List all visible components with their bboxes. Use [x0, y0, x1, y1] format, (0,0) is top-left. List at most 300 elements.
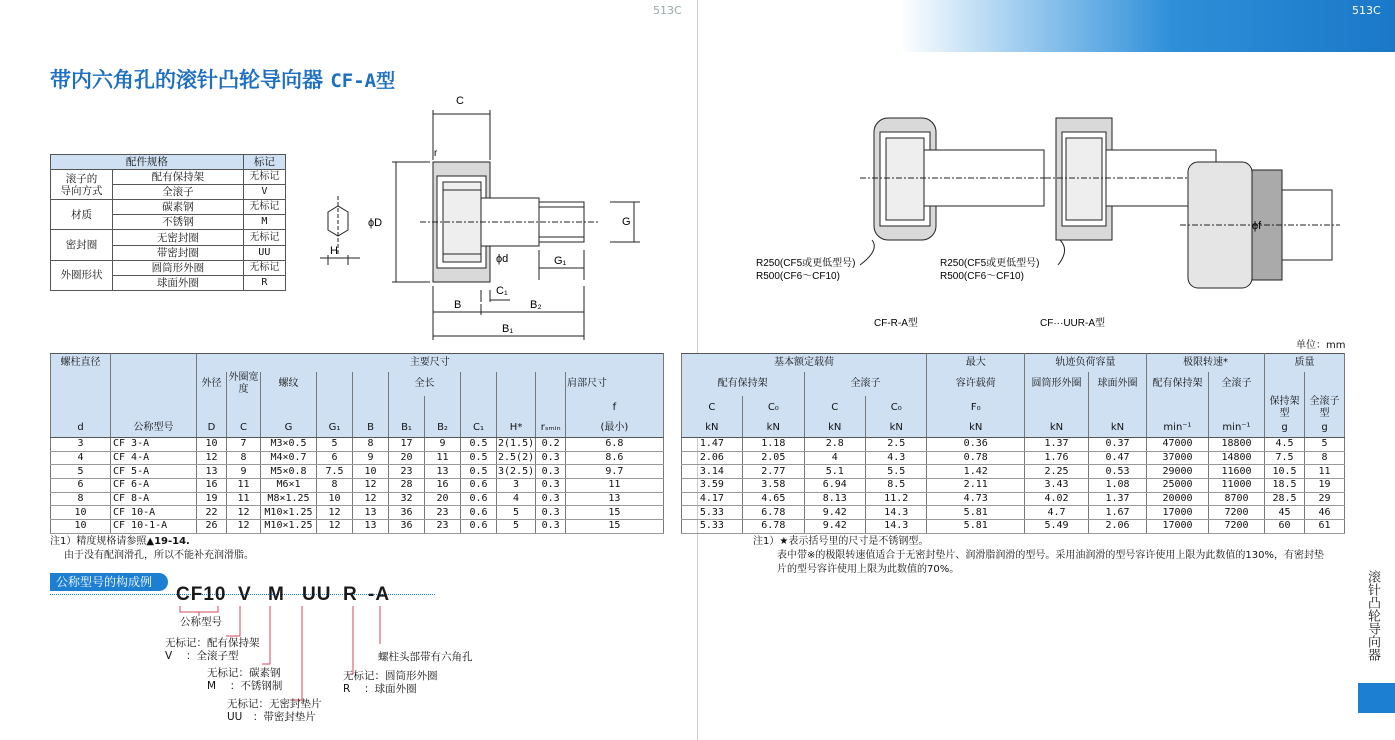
th-main-dims: 主要尺寸	[197, 354, 664, 372]
table-cell: M5×0.8	[261, 465, 317, 479]
spec-header-spec: 配件规格	[51, 155, 244, 170]
th-sym-d: d	[51, 420, 111, 438]
table-cell: 25000	[1147, 479, 1209, 493]
spec-mark: M	[243, 215, 285, 230]
table-cell: 17	[389, 438, 425, 452]
table-cell: 12	[353, 492, 389, 506]
th-unit: kN	[1089, 420, 1147, 438]
table-cell: 9.42	[804, 506, 865, 520]
spec-item: 带密封圈	[113, 245, 244, 260]
th-shoulder: 肩部尺寸	[566, 372, 664, 396]
table-cell: 46	[1305, 506, 1345, 520]
table-cell: 9.42	[804, 520, 865, 534]
table-cell: 6.78	[743, 506, 804, 520]
fig1-note2: R500(CF6～CF10)	[756, 271, 840, 282]
spec-item: 圆筒形外圈	[113, 260, 244, 275]
table-cell: 5.33	[681, 520, 742, 534]
table-cell: 0.6	[461, 492, 497, 506]
table-cell: 12	[197, 451, 227, 465]
table-cell: 18.5	[1265, 479, 1305, 493]
comp-r-1: 无标记：圆筒形外圈	[343, 670, 438, 682]
th-sym: D	[197, 420, 227, 438]
table-cell: M8×1.25	[261, 492, 317, 506]
table-cell: 0.3	[536, 520, 566, 534]
table-cell: 7.5	[1265, 451, 1305, 465]
table-cell: 22	[197, 506, 227, 520]
table-cell: 14.3	[866, 506, 927, 520]
table-cell: 0.6	[461, 479, 497, 493]
th-stud: 螺柱直径	[51, 354, 111, 372]
table-cell: 8	[317, 479, 353, 493]
code-a: -A	[368, 584, 391, 605]
th-sym: G₁	[317, 420, 353, 438]
fig2-note2: R500(CF6～CF10)	[940, 271, 1024, 282]
table-cell: 4	[497, 492, 536, 506]
table-cell: 4.5	[1265, 438, 1305, 452]
note-right-2: 表中带※的极限转速值适合于无密封垫片、润滑脂润滑的型号。采用油润滑的型号容许使用上限为此数值的130%，有密封垫	[777, 550, 1324, 561]
table-cell: 6.8	[566, 438, 664, 452]
table-cell: 1.67	[1089, 506, 1147, 520]
comp-v-2: V ：全滚子型	[165, 650, 239, 662]
spec-item: 不锈钢	[113, 215, 244, 230]
th-sym: B	[353, 420, 389, 438]
table-cell: 15	[566, 520, 664, 534]
th-speed: 极限转速*	[1147, 354, 1265, 372]
table-cell: 3	[497, 479, 536, 493]
th-sph: 球面外圈	[1089, 372, 1147, 396]
table-cell: 5	[51, 465, 111, 479]
table-cell: 4	[804, 451, 865, 465]
table-cell: 9	[425, 438, 461, 452]
table-cell: 18800	[1209, 438, 1265, 452]
note-left-1b: 19-14.	[154, 536, 190, 547]
code-m: M	[268, 584, 285, 605]
variant-drawings	[740, 100, 1360, 335]
table-cell: 29000	[1147, 465, 1209, 479]
table-cell: 12	[227, 520, 261, 534]
th-speed-cage: 配有保持架	[1147, 372, 1209, 396]
table-cell: 1.76	[1025, 451, 1089, 465]
th-full: 全滚子	[804, 372, 927, 396]
table-cell: 5.33	[681, 506, 742, 520]
accessory-spec-table	[50, 154, 286, 291]
spec-group-shape: 外圈形状	[51, 260, 113, 290]
header-band	[900, 0, 1395, 52]
table-cell: 9	[227, 465, 261, 479]
table-cell: 10	[353, 465, 389, 479]
spec-item: 球面外圈	[113, 275, 244, 290]
page-number-right: 513C	[1352, 4, 1381, 17]
th-sym-c: C	[804, 396, 865, 420]
dim-b2: B₂	[530, 299, 542, 311]
th-len: 全长	[389, 372, 461, 396]
table-cell: 6.94	[804, 479, 865, 493]
spec-group-guide: 滚子的 导向方式	[51, 170, 113, 200]
table-cell: 7200	[1209, 520, 1265, 534]
table-cell: 5.49	[1025, 520, 1089, 534]
table-cell: 60	[1265, 520, 1305, 534]
model-cell: CF 5-A	[111, 465, 197, 479]
th-sym-min: (最小)	[566, 420, 664, 438]
table-cell: 11	[566, 479, 664, 493]
title-suffix: CF-A型	[330, 70, 396, 92]
table-cell: 12	[317, 520, 353, 534]
th-cage: 配有保持架	[681, 372, 804, 396]
table-cell: 8	[51, 492, 111, 506]
table-cell: 11000	[1209, 479, 1265, 493]
dimension-drawing	[310, 90, 650, 340]
spec-mark: V	[243, 185, 285, 200]
table-cell: 10	[51, 506, 111, 520]
table-cell: 0.6	[461, 506, 497, 520]
th-unit: min⁻¹	[1147, 420, 1209, 438]
table-cell: 4.3	[866, 451, 927, 465]
table-cell: 8.6	[566, 451, 664, 465]
spec-mark: 无标记	[243, 170, 285, 185]
th-thread: 螺纹	[261, 372, 317, 396]
table-cell: 10	[51, 520, 111, 534]
table-cell: 36	[389, 520, 425, 534]
spec-mark: 无标记	[243, 260, 285, 275]
code-v: V	[238, 584, 252, 605]
spec-item: 全滚子	[113, 185, 244, 200]
comp-u-2: UU ：带密封垫片	[227, 711, 316, 723]
table-cell: 7200	[1209, 506, 1265, 520]
th-mass: 质量	[1265, 354, 1345, 372]
model-cell: CF 3-A	[111, 438, 197, 452]
table-cell: 17000	[1147, 520, 1209, 534]
code-cf10: CF10	[176, 584, 227, 605]
table-cell: 11.2	[866, 492, 927, 506]
model-cell: CF 10-1-A	[111, 520, 197, 534]
th-cyl: 圆筒形外圈	[1025, 372, 1089, 396]
table-cell: 4.02	[1025, 492, 1089, 506]
table-cell: 0.36	[927, 438, 1025, 452]
table-cell: 8	[353, 438, 389, 452]
table-cell: 8.13	[804, 492, 865, 506]
table-cell: 1.42	[927, 465, 1025, 479]
table-cell: 12	[353, 479, 389, 493]
table-cell: 29	[1305, 492, 1345, 506]
table-cell: 11	[425, 451, 461, 465]
table-cell: 19	[197, 492, 227, 506]
th-unit: g	[1305, 420, 1345, 438]
table-cell: 12	[227, 506, 261, 520]
th-outer: 外径	[197, 372, 227, 396]
model-cell: CF 4-A	[111, 451, 197, 465]
spec-item: 配有保持架	[113, 170, 244, 185]
th-sym: B₂	[425, 420, 461, 438]
table-cell: 4	[51, 451, 111, 465]
dimension-table	[50, 353, 1345, 534]
note-left-1: 注1）精度规格请参照	[50, 536, 147, 547]
table-cell: 13	[566, 492, 664, 506]
table-cell: 0.2	[536, 438, 566, 452]
table-cell: 2.06	[681, 451, 742, 465]
fig1-caption: CF-R-A型	[874, 318, 918, 329]
page-number-left: 513C	[653, 4, 682, 17]
th-width: 外圈宽度	[228, 371, 259, 395]
th-mass-full: 全滚子型	[1305, 396, 1345, 420]
table-cell: 16	[197, 479, 227, 493]
th-max2: 容许载荷	[927, 372, 1025, 396]
dim-b: B	[454, 299, 462, 311]
table-row	[51, 451, 1345, 465]
table-cell: 2.06	[1089, 520, 1147, 534]
table-cell: 0.78	[927, 451, 1025, 465]
table-cell: 0.3	[536, 479, 566, 493]
th-sym: G	[261, 420, 317, 438]
table-cell: 23	[425, 506, 461, 520]
th-unit: kN	[743, 420, 804, 438]
table-cell: 1.08	[1089, 479, 1147, 493]
side-tab	[1358, 683, 1395, 713]
table-cell: 14.3	[866, 520, 927, 534]
table-cell: M6×1	[261, 479, 317, 493]
table-cell: 28.5	[1265, 492, 1305, 506]
table-row	[51, 438, 1345, 452]
table-cell: 3.14	[681, 465, 742, 479]
table-row	[51, 465, 1345, 479]
table-cell: 0.47	[1089, 451, 1147, 465]
model-cell: CF 10-A	[111, 506, 197, 520]
table-cell: M3×0.5	[261, 438, 317, 452]
table-cell: 3.59	[681, 479, 742, 493]
table-cell: 6.78	[743, 520, 804, 534]
side-section-label: 滚针凸轮导向器	[1365, 570, 1380, 661]
unit-label: 单位：mm	[1296, 340, 1346, 351]
th-sym-f: f	[566, 396, 664, 420]
table-cell: 0.5	[461, 438, 497, 452]
fig2-note1: R250(CF5或更低型号)	[940, 258, 1040, 269]
table-cell: 10	[317, 492, 353, 506]
table-cell: 6	[51, 479, 111, 493]
table-cell: 26	[197, 520, 227, 534]
code-r: R	[343, 584, 358, 605]
table-cell: 0.37	[1089, 438, 1147, 452]
table-cell: 8	[227, 451, 261, 465]
table-cell: 1.37	[1089, 492, 1147, 506]
th-unit: kN	[927, 420, 1025, 438]
th-speed-full: 全滚子	[1209, 372, 1265, 396]
th-sym-c0: C₀	[743, 396, 804, 420]
table-cell: 1.37	[1025, 438, 1089, 452]
spec-mark: 无标记	[243, 200, 285, 215]
table-cell: 0.5	[461, 465, 497, 479]
table-cell: 20	[425, 492, 461, 506]
table-row	[51, 492, 1345, 506]
spec-item: 碳素钢	[113, 200, 244, 215]
table-row	[51, 506, 1345, 520]
table-cell: 2.8	[804, 438, 865, 452]
table-cell: 5	[1305, 438, 1345, 452]
th-unit: g	[1265, 420, 1305, 438]
spec-item: 无密封圈	[113, 230, 244, 245]
th-unit: kN	[1025, 420, 1089, 438]
th-max: 最大	[927, 354, 1025, 372]
note-right-1: 注1）★表示括号里的尺寸是不锈钢型。	[753, 536, 929, 547]
table-cell: 9	[353, 451, 389, 465]
spec-mark: 无标记	[243, 230, 285, 245]
table-cell: 2.77	[743, 465, 804, 479]
table-cell: 13	[425, 465, 461, 479]
table-row	[51, 520, 1345, 534]
table-cell: 10	[197, 438, 227, 452]
th-sym: C	[227, 420, 261, 438]
table-cell: 16	[425, 479, 461, 493]
spec-header-mark: 标记	[243, 155, 285, 170]
table-cell: 8700	[1209, 492, 1265, 506]
table-cell: 0.6	[461, 520, 497, 534]
notes-right	[753, 535, 1353, 577]
comp-u-1: 无标记：无密封垫片	[227, 698, 322, 710]
dim-d-outer: ϕD	[368, 217, 383, 229]
table-cell: 20	[389, 451, 425, 465]
comp-r-2: R ：球面外圈	[343, 683, 417, 695]
table-cell: 2(1.5)	[498, 438, 535, 450]
table-cell: M10×1.25	[261, 506, 317, 520]
th-sym-f0: F₀	[927, 396, 1025, 420]
fig2-caption: CF···UUR-A型	[1040, 318, 1105, 329]
dim-c: C	[456, 95, 464, 107]
table-cell: 13	[353, 520, 389, 534]
table-cell: 28	[389, 479, 425, 493]
dim-g1: G₁	[554, 255, 567, 267]
notes-left: 注1）精度规格请参照▲19-14. 由于没有配润滑孔，所以不能补充润滑脂。	[50, 536, 254, 561]
table-cell: 1.47	[681, 438, 742, 452]
dim-c1: C₁	[496, 285, 508, 297]
comp-a: 螺柱头部带有六角孔	[378, 651, 473, 663]
table-cell: 47000	[1147, 438, 1209, 452]
dim-d-stud: ϕd	[496, 253, 509, 265]
table-cell: 5.1	[804, 465, 865, 479]
table-cell: 8	[1305, 451, 1345, 465]
table-cell: 1.18	[743, 438, 804, 452]
comp-v-1: 无标记：配有保持架	[165, 637, 260, 649]
table-cell: 0.3	[536, 451, 566, 465]
dim-f: ϕf	[1252, 220, 1262, 232]
table-cell: 14800	[1209, 451, 1265, 465]
th-sym: H*	[497, 420, 536, 438]
table-cell: 2.5(2)	[498, 452, 535, 464]
table-cell: 5	[497, 506, 536, 520]
table-cell: 32	[389, 492, 425, 506]
table-cell: 7	[227, 438, 261, 452]
note-left-2: 由于没有配润滑孔，所以不能补充润滑脂。	[64, 550, 254, 561]
table-cell: 3.58	[743, 479, 804, 493]
table-cell: 4.17	[681, 492, 742, 506]
th-track: 轨迹负荷容量	[1025, 354, 1147, 372]
table-cell: 8.5	[866, 479, 927, 493]
composition-header: 公称型号的构成例	[50, 573, 168, 591]
table-cell: 13	[353, 506, 389, 520]
table-cell: 61	[1305, 520, 1345, 534]
table-cell: 4.7	[1025, 506, 1089, 520]
th-model: 公称型号	[111, 420, 197, 438]
table-cell: 11	[1305, 465, 1345, 479]
th-unit: kN	[681, 420, 742, 438]
table-cell: 4.73	[927, 492, 1025, 506]
table-cell: 23	[425, 520, 461, 534]
spec-mark: UU	[243, 245, 285, 260]
table-cell: 5.5	[866, 465, 927, 479]
table-cell: 12	[317, 506, 353, 520]
code-uu: UU	[302, 584, 332, 605]
table-cell: 11	[227, 479, 261, 493]
th-sym: rₛₘᵢₙ	[536, 420, 566, 438]
table-cell: 17000	[1147, 506, 1209, 520]
table-cell: 5	[317, 438, 353, 452]
table-cell: 0.3	[536, 506, 566, 520]
dim-h: H	[330, 245, 338, 257]
table-cell: 4.65	[743, 492, 804, 506]
model-cell: CF 6-A	[111, 479, 197, 493]
table-cell: 0.3	[536, 492, 566, 506]
table-cell: 6	[317, 451, 353, 465]
table-cell: 37000	[1147, 451, 1209, 465]
table-cell: 36	[389, 506, 425, 520]
table-cell: M10×1.25	[261, 520, 317, 534]
th-sym: C₁	[461, 420, 497, 438]
table-cell: 3	[51, 438, 111, 452]
fig1-note1: R250(CF5或更低型号)	[756, 258, 856, 269]
table-cell: 19	[1305, 479, 1345, 493]
table-cell: 5.81	[927, 520, 1025, 534]
table-cell: 11600	[1209, 465, 1265, 479]
table-cell: 13	[197, 465, 227, 479]
table-cell: 11	[227, 492, 261, 506]
table-cell: 9.7	[566, 465, 664, 479]
th-unit: kN	[804, 420, 865, 438]
table-cell: 0.3	[536, 465, 566, 479]
spec-group-material: 材质	[51, 200, 113, 230]
comp-model-label: 公称型号	[180, 616, 222, 628]
th-mass-cage: 保持架型	[1265, 396, 1305, 420]
table-row	[51, 479, 1345, 493]
table-cell: 45	[1265, 506, 1305, 520]
th-sym-c0: C₀	[866, 396, 927, 420]
dim-r: r	[434, 148, 438, 159]
model-cell: CF 8-A	[111, 492, 197, 506]
table-cell: 5.81	[927, 506, 1025, 520]
table-cell: 2.25	[1025, 465, 1089, 479]
table-cell: 23	[389, 465, 425, 479]
table-cell: 20000	[1147, 492, 1209, 506]
table-cell: 0.5	[461, 451, 497, 465]
table-cell: 5	[497, 520, 536, 534]
th-unit: kN	[866, 420, 927, 438]
comp-m-2: M ：不锈钢制	[207, 680, 283, 692]
dim-g: G	[622, 216, 631, 228]
comp-m-1: 无标记：碳素钢	[207, 667, 281, 679]
table-cell: 2.11	[927, 479, 1025, 493]
table-cell: 3(2.5)	[498, 465, 535, 477]
dim-b1: B₁	[502, 323, 514, 335]
th-sym-c: C	[681, 396, 742, 420]
table-cell: 0.53	[1089, 465, 1147, 479]
table-cell: M4×0.7	[261, 451, 317, 465]
table-cell: 7.5	[317, 465, 353, 479]
note-right-3: 片的型号容许使用上限为此数值的70%。	[777, 564, 960, 575]
spec-group-seal: 密封圈	[51, 230, 113, 260]
th-load: 基本额定载荷	[681, 354, 927, 372]
table-cell: 2.05	[743, 451, 804, 465]
spec-mark: R	[243, 275, 285, 290]
th-unit: min⁻¹	[1209, 420, 1265, 438]
table-cell: 3.43	[1025, 479, 1089, 493]
title-main: 带内六角孔的滚针凸轮导向器	[50, 68, 323, 92]
table-cell: 15	[566, 506, 664, 520]
